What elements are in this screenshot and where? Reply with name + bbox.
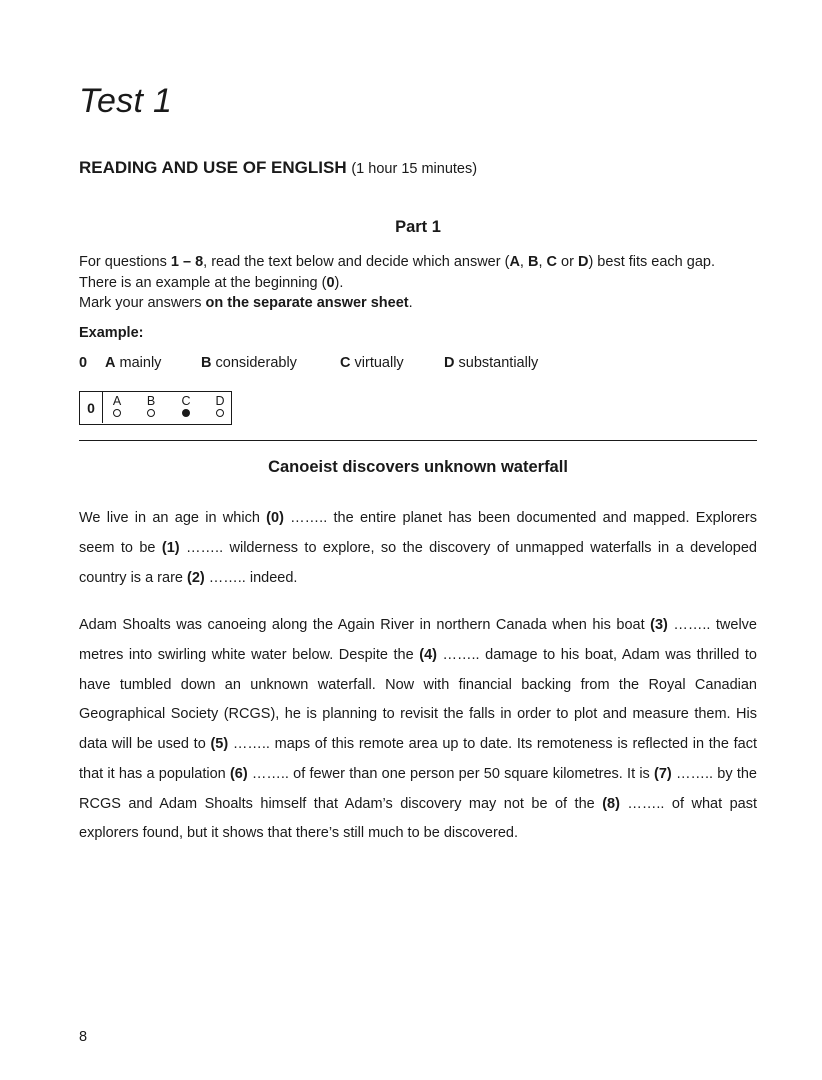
article-text: …….. the entire planet has been documented and mapped. Explorers seem to be [79, 510, 757, 556]
bubble-letter: C [181, 394, 191, 408]
example-option-d [444, 355, 538, 371]
option-letter: D [577, 254, 589, 270]
question-range: 1 – 8 [170, 254, 204, 270]
example-label: Example: [79, 325, 144, 341]
bubble-letter: A [112, 394, 122, 408]
answer-bubble-b [144, 394, 158, 417]
section-heading [79, 158, 477, 178]
answer-bubble-c [179, 394, 193, 417]
option-letter: C [546, 254, 558, 270]
gap-number: (6) [229, 765, 248, 782]
example-number: 0 [79, 355, 88, 371]
option-letter: D [444, 355, 455, 371]
article-text: …….. damage to his boat, Adam was thrilled to have tumbled down an unknown waterfall. Now with financial backing from the Royal Canadian Geographical Society (RCGS), he is planning to revisit the falls in order to plot and measure them. His data will be used to [79, 646, 757, 752]
example-option-c [340, 355, 444, 371]
page-number: 8 [79, 1029, 88, 1045]
option-text: substantially [458, 355, 539, 371]
gap-number: (8) [602, 795, 620, 812]
article-text: Adam Shoalts was canoeing along the Again River in northern Canada when his boat [79, 617, 651, 633]
gap-number: (1) [161, 539, 180, 556]
instruction-text: Mark your answers [79, 295, 206, 311]
part-title: Part 1 [395, 218, 441, 236]
article-text: …….. indeed. [204, 569, 298, 586]
answer-box-number: 0 [80, 392, 103, 423]
instruction-text: ) best fits each gap. [588, 254, 715, 270]
bubble-letter: B [146, 394, 156, 408]
instruction-text: . [408, 295, 413, 311]
article-text: …….. by the RCGS and Adam Shoalts himself that Adam’s discovery may not be of the [79, 765, 757, 812]
instruction-text: , [519, 254, 528, 270]
article-title: Canoeist discovers unknown waterfall [268, 458, 568, 476]
gap-number: (4) [419, 646, 437, 663]
bubble-empty-icon [216, 409, 224, 417]
article-text: …….. wilderness to explore, so the discovery of unmapped waterfalls in a developed country is a rare [79, 539, 757, 586]
article-text: We live in an age in which [79, 510, 267, 526]
bubble-letter: D [215, 394, 225, 408]
instruction-text: , read the text below and decide which answer ( [203, 254, 510, 270]
example-option-a [105, 355, 201, 371]
gap-number: (7) [654, 765, 672, 782]
answer-bubble-a [110, 394, 124, 417]
instruction-text: For questions [79, 254, 171, 270]
option-text: virtually [354, 355, 404, 371]
example-options [79, 355, 538, 371]
instruction-line-2 [79, 273, 769, 294]
option-letter: B [527, 254, 539, 270]
instruction-text: ). [334, 274, 344, 291]
example-answer-box [79, 391, 232, 425]
section-duration: (1 hour 15 minutes) [351, 161, 478, 177]
answer-sheet-note: on the separate answer sheet [205, 295, 409, 311]
gap-number: (0) [266, 510, 284, 526]
gap-number: (2) [187, 569, 205, 586]
gap-number: (3) [650, 617, 668, 633]
instruction-line-1 [79, 252, 769, 273]
test-title: Test 1 [79, 82, 173, 120]
option-letter: B [201, 355, 212, 371]
article-text: …….. of fewer than one person per 50 square kilometres. It is [247, 765, 655, 782]
option-letter: A [509, 254, 520, 270]
example-number: 0 [326, 274, 335, 291]
instruction-text: , [538, 254, 547, 270]
example-option-b [201, 355, 340, 371]
bubble-filled-icon [182, 409, 190, 417]
gap-number: (5) [210, 736, 229, 752]
bubble-empty-icon [113, 409, 121, 417]
option-letter: C [340, 355, 351, 371]
option-letter: A [105, 355, 116, 371]
article-text: …….. twelve metres into swirling white water below. Despite the [79, 617, 757, 663]
instruction-line-3 [79, 293, 769, 314]
article-text: …….. maps of this remote area up to date. Its remoteness is reflected in the fact that it has a population [79, 736, 757, 782]
option-text: mainly [119, 355, 162, 371]
article-paragraph-2 [79, 611, 757, 849]
answer-bubble-d [213, 394, 227, 417]
article-text: …….. of what past explorers found, but it shows that there’s still much to be discovered. [79, 795, 757, 842]
section-name: READING AND USE OF ENGLISH [79, 158, 347, 177]
option-text: considerably [215, 355, 297, 371]
bubble-empty-icon [147, 409, 155, 417]
instruction-text: There is an example at the beginning ( [79, 274, 327, 291]
article-paragraph-1 [79, 504, 757, 593]
instructions [79, 252, 769, 314]
instruction-text: or [557, 254, 578, 270]
section-divider [79, 440, 757, 441]
